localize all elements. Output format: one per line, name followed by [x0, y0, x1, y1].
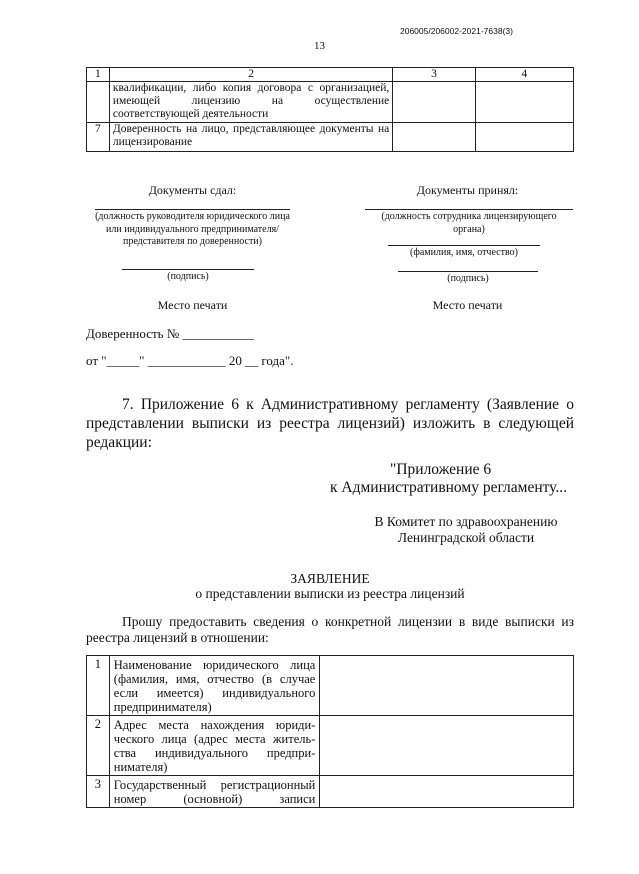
signature-line — [388, 245, 540, 246]
row-text — [109, 776, 320, 808]
row-text: квалификации, либо копия договора с организацией, имеющей лицензию на осуществление соответствующей деятельности — [109, 82, 392, 123]
row-text-line: ства индивидуального предпри- — [113, 746, 316, 760]
table-row — [87, 123, 574, 152]
row-number: 1 — [87, 656, 110, 716]
row-number: 3 — [87, 776, 110, 808]
row-number: 7 — [87, 123, 110, 152]
input-cell[interactable] — [320, 716, 574, 776]
signature-line — [365, 209, 573, 210]
row-text-line: номер (основной) записи — [113, 792, 316, 806]
officer-seal: Место печати — [432, 298, 503, 312]
document-id: 206005/206002-2021-7638(3) — [400, 26, 513, 36]
power-of-attorney-date: от "_____" ____________ 20 __ года". — [86, 353, 294, 368]
column-header: 4 — [475, 68, 573, 82]
table-row — [87, 656, 574, 716]
empty-cell — [393, 82, 475, 123]
submitted-by-title: Документы сдал: — [148, 183, 237, 197]
addressee-line-2: Ленинградской области — [397, 530, 535, 545]
appendix-subtitle: к Административному регламенту... — [330, 479, 568, 496]
row-text-line: Государственный регистрационный — [113, 778, 316, 792]
row-text-line: предпринимателя) — [113, 700, 212, 714]
row-number: 2 — [87, 716, 110, 776]
officer-signature-caption: (подпись) — [447, 273, 489, 284]
table-row — [87, 82, 574, 123]
amendment-paragraph: 7. Приложение 6 к Административному регламенту (Заявление о представлении выписки из реестра лицензий) изложить в следующей редакции: — [86, 396, 574, 451]
row-text-line: нимателя) — [113, 760, 168, 774]
addressee-line-1: В Комитет по здравоохранению — [374, 514, 558, 529]
column-header: 3 — [393, 68, 475, 82]
input-cell[interactable] — [320, 656, 574, 716]
row-number — [87, 82, 110, 123]
submitter-seal: Место печати — [157, 298, 228, 312]
empty-cell — [475, 123, 573, 152]
table-row — [87, 776, 574, 808]
column-header: 2 — [109, 68, 392, 82]
signature-line — [122, 269, 254, 270]
request-table — [86, 655, 574, 808]
officer-role-caption: (должность сотрудника лицензирующего органа) — [381, 211, 557, 235]
input-cell[interactable] — [320, 776, 574, 808]
table-header-row — [87, 68, 574, 82]
row-text-line: если имеется) индивидуального — [113, 686, 316, 700]
row-text — [109, 656, 320, 716]
statement-subtitle: о представлении выписки из реестра лицензий — [195, 586, 465, 601]
row-text-line: ческого лица (адрес места житель- — [113, 732, 316, 746]
table-row — [87, 716, 574, 776]
empty-cell — [393, 123, 475, 152]
empty-cell — [475, 82, 573, 123]
statement-title: ЗАЯВЛЕНИЕ — [290, 571, 370, 586]
accepted-by-title: Документы принял: — [416, 183, 519, 197]
row-text: Доверенность на лицо, представляющее документы на лицензирование — [109, 123, 392, 152]
page-number: 13 — [314, 40, 325, 52]
signature-line — [398, 271, 538, 272]
documents-table — [86, 67, 574, 152]
row-text-line: Адрес места нахождения юриди- — [113, 718, 316, 732]
appendix-title: "Приложение 6 — [390, 461, 492, 478]
power-of-attorney-number: Доверенность № ___________ — [86, 326, 254, 341]
row-text-line: (фамилия, имя, отчество (в случае — [113, 672, 316, 686]
submitter-signature-caption: (подпись) — [167, 271, 209, 282]
signature-line — [95, 209, 290, 210]
statement-body: Прошу предоставить сведения о конкретной лицензии в виде выписки из реестра лицензий в отношении: — [86, 614, 574, 645]
column-header: 1 — [87, 68, 110, 82]
row-text-line: Наименование юридического лица — [113, 658, 316, 672]
submitter-role-caption: (должность руководителя юридического лица или индивидуального предпринимателя/представителя по доверенности) — [95, 211, 290, 247]
row-text — [109, 716, 320, 776]
officer-name-caption: (фамилия, имя, отчество) — [410, 247, 518, 258]
